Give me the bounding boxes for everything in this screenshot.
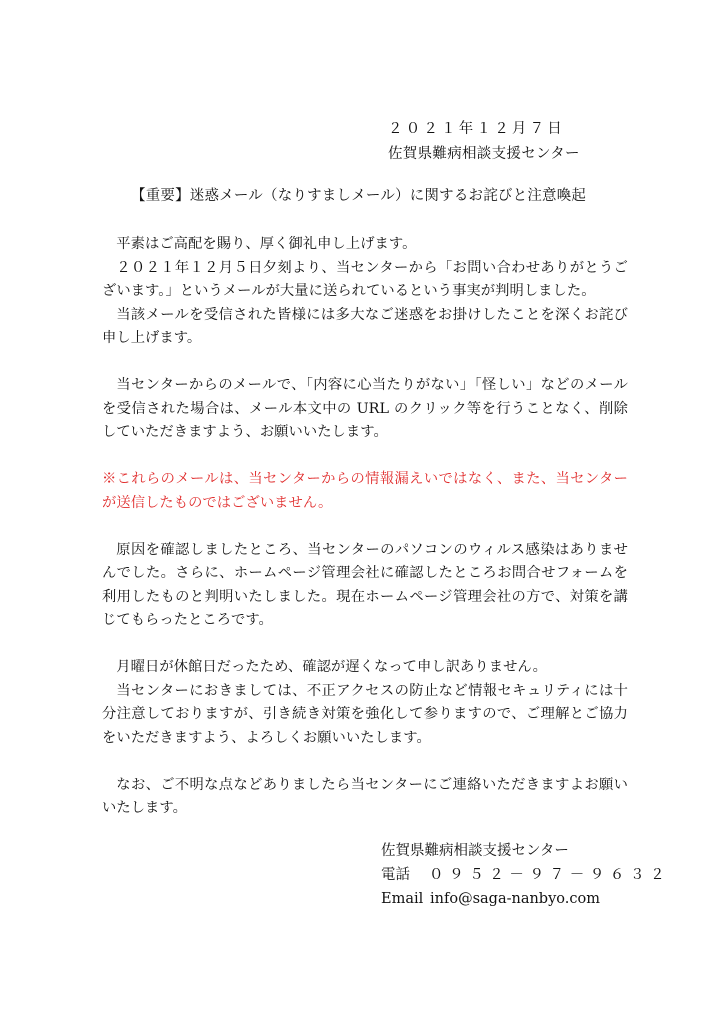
spacer xyxy=(102,633,628,657)
paragraph-apology: 当該メールを受信された皆様には多大なご迷惑をお掛けしたことを深くお詫び申し上げます。 xyxy=(102,306,628,346)
email-label: Email xyxy=(381,891,424,907)
paragraph-cause: 原因を確認しましたところ、当センターのパソコンのウィルス感染はありませんでした。さらに、ホームページ管理会社に確認したところお問合せフォームを利用したものと判明いたしました。現在ホームページ管理会社の方で、対策を講じてもらったところです。 xyxy=(102,541,628,628)
paragraph-incident: ２０２１年１２月５日夕刻より、当センターから「お問い合わせありがとうございます。」というメールが大量に送られているという事実が判明しました。 xyxy=(102,259,628,299)
document-body xyxy=(102,233,628,821)
spacer xyxy=(102,750,628,774)
spacer xyxy=(102,515,628,539)
notice-warning: ※これらのメールは、当センターからの情報漏えいではなく、また、当センターが送信したものではございません。 xyxy=(102,471,628,511)
footer-organization-row xyxy=(381,839,670,863)
email-address[interactable]: info@saga-nanbyo.com xyxy=(430,891,600,907)
spacer xyxy=(102,351,628,375)
paragraph-request: 当センターからのメールで、「内容に心当たりがない」「怪しい」などのメールを受信された場合は、メール本文中の URL のクリック等を行うことなく、削除していただきますよう、お願いいたします。 xyxy=(102,377,628,440)
paragraph-security: 当センターにおきましては、不正アクセスの防止など情報セキュリティには十分注意しておりますが、引き続き対策を強化して参りますので、ご理解とご協力をいただきますよう、よろしくお願いいたします。 xyxy=(102,682,628,746)
contact-footer xyxy=(381,839,670,911)
paragraph-contact: なお、ご不明な点などありましたら当センターにご連絡いただきますよお願いいたします。 xyxy=(102,776,628,816)
footer-phone-row xyxy=(381,863,670,887)
spacer xyxy=(102,445,628,469)
footer-organization: 佐賀県難病相談支援センター xyxy=(381,843,569,859)
paragraph-delay: 月曜日が休館日だったため、確認が遅くなって申し訳ありません。 xyxy=(116,659,547,675)
issue-date: ２０２１年１２月７日 xyxy=(388,121,565,137)
footer-email-row xyxy=(381,887,670,911)
paragraph-greeting: 平素はご高配を賜り、厚く御礼申し上げます。 xyxy=(116,236,417,252)
issuing-organization: 佐賀県難病相談支援センター xyxy=(388,146,580,162)
document-title: 【重要】迷惑メール（なりすましメール）に関するお詫びと注意喚起 xyxy=(131,188,587,204)
phone-number: ０９５２－９７－９６３２ xyxy=(429,867,671,883)
phone-label: 電話 xyxy=(381,867,410,883)
